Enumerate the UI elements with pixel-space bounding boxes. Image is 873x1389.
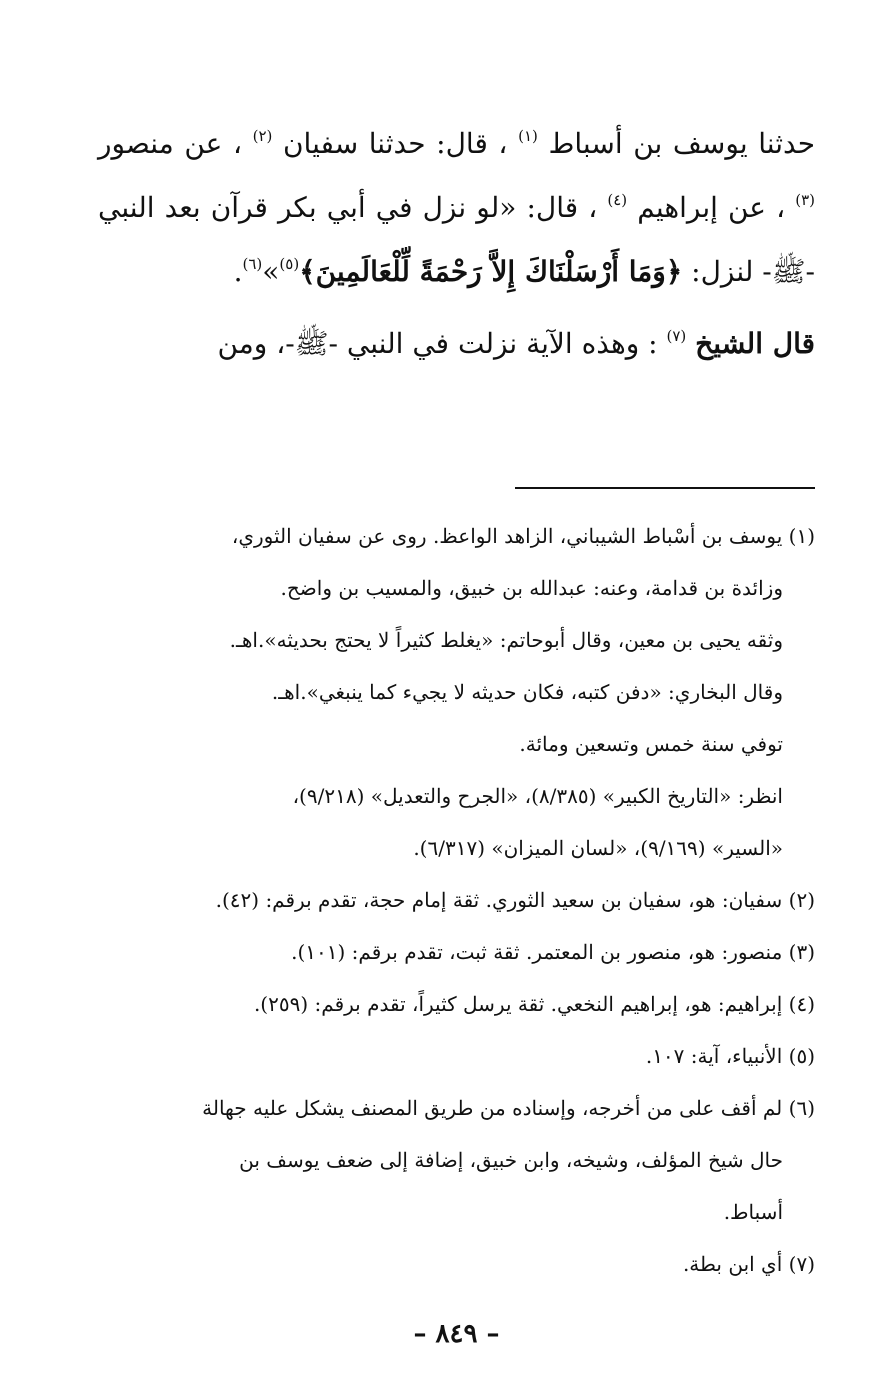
main-text (98, 112, 815, 376)
sheikh-label: قال الشيخ (695, 327, 815, 360)
footnote-divider (515, 487, 815, 489)
footnote-line: أسباط. (723, 1200, 783, 1224)
page-number: – ٨٤٩ – (413, 1319, 500, 1349)
footnote-line: انظر: «التاريخ الكبير» (٨/٣٨٥)، «الجرح والتعديل» (٩/٢١٨)، (292, 784, 783, 808)
footnote-line: (٧) أي ابن بطة. (682, 1252, 815, 1276)
footnote-ref-2: (٢) (252, 127, 273, 145)
footnote-ref-1: (١) (518, 127, 538, 145)
footnote-6 (98, 1082, 815, 1238)
sheikh-paragraph (98, 312, 815, 376)
footnote-line: توفي سنة خمس وتسعين ومائة. (519, 732, 783, 756)
period: . (233, 255, 243, 288)
narration-text: ، عن منصور (98, 127, 242, 160)
footnote-ref-3: (٣) (795, 191, 816, 209)
footnote-line: (٦) لم أقف على من أخرجه، وإسناده من طريق المصنف يشكل عليه جهالة (202, 1096, 815, 1120)
footnotes (98, 510, 815, 1290)
footnote-line: (١) يوسف بن أسْباط الشيباني، الزاهد الواعظ. روى عن سفيان الثوري، (231, 524, 815, 548)
footnote-4 (98, 978, 815, 1030)
narration-text: ، قال: «لو نزل في أبي بكر قرآن بعد النبي -ﷺ- لنزل: (98, 191, 815, 288)
footnote-ref-4: (٤) (607, 191, 628, 209)
closing-quote: » (262, 255, 280, 288)
footnote-line: وثقه يحيى بن معين، وقال أبوحاتم: «يغلط كثيراً لا يحتج بحديثه».اهـ. (229, 628, 783, 652)
hadith-paragraph (98, 112, 815, 304)
narration-text: ، عن إبراهيم (637, 191, 786, 224)
narration-text: حدثنا يوسف بن أسباط (548, 127, 815, 160)
quran-verse: ﴿وَمَا أَرْسَلْنَاكَ إِلاَّ رَحْمَةً لِّلْعَالَمِينَ﴾ (299, 255, 683, 288)
footnote-ref-5: (٥) (279, 255, 300, 273)
footnote-3 (98, 926, 815, 978)
footnote-ref-6: (٦) (242, 255, 263, 273)
footnote-line: (٢) سفيان: هو، سفيان بن سعيد الثوري. ثقة إمام حجة، تقدم برقم: (٤٢). (215, 888, 815, 912)
footnote-line: (٥) الأنبياء، آية: ١٠٧. (645, 1044, 815, 1068)
book-page (98, 0, 815, 1389)
footnote-line: وزائدة بن قدامة، وعنه: عبدالله بن خبيق، والمسيب بن واضح. (280, 576, 783, 600)
sheikh-text: : وهذه الآية نزلت في النبي -ﷺ-، ومن (217, 327, 658, 360)
footnote-line: (٣) منصور: هو، منصور بن المعتمر. ثقة ثبت، تقدم برقم: (١٠١). (291, 940, 815, 964)
footnote-line: حال شيخ المؤلف، وشيخه، وابن خبيق، إضافة إلى ضعف يوسف بن (239, 1148, 783, 1172)
footnote-ref-7: (٧) (666, 327, 687, 345)
footnote-1 (98, 510, 815, 874)
footnote-line: وقال البخاري: «دفن كتبه، فكان حديثه لا يجيء كما ينبغي».اهـ. (271, 680, 783, 704)
footnote-line: (٤) إبراهيم: هو، إبراهيم النخعي. ثقة يرسل كثيراً، تقدم برقم: (٢٥٩). (253, 992, 815, 1016)
footnote-2 (98, 874, 815, 926)
narration-text: ، قال: حدثنا سفيان (282, 127, 508, 160)
footnote-line: «السير» (٩/١٦٩)، «لسان الميزان» (٦/٣١٧). (413, 836, 783, 860)
footnote-5 (98, 1030, 815, 1082)
footnote-7 (98, 1238, 815, 1290)
